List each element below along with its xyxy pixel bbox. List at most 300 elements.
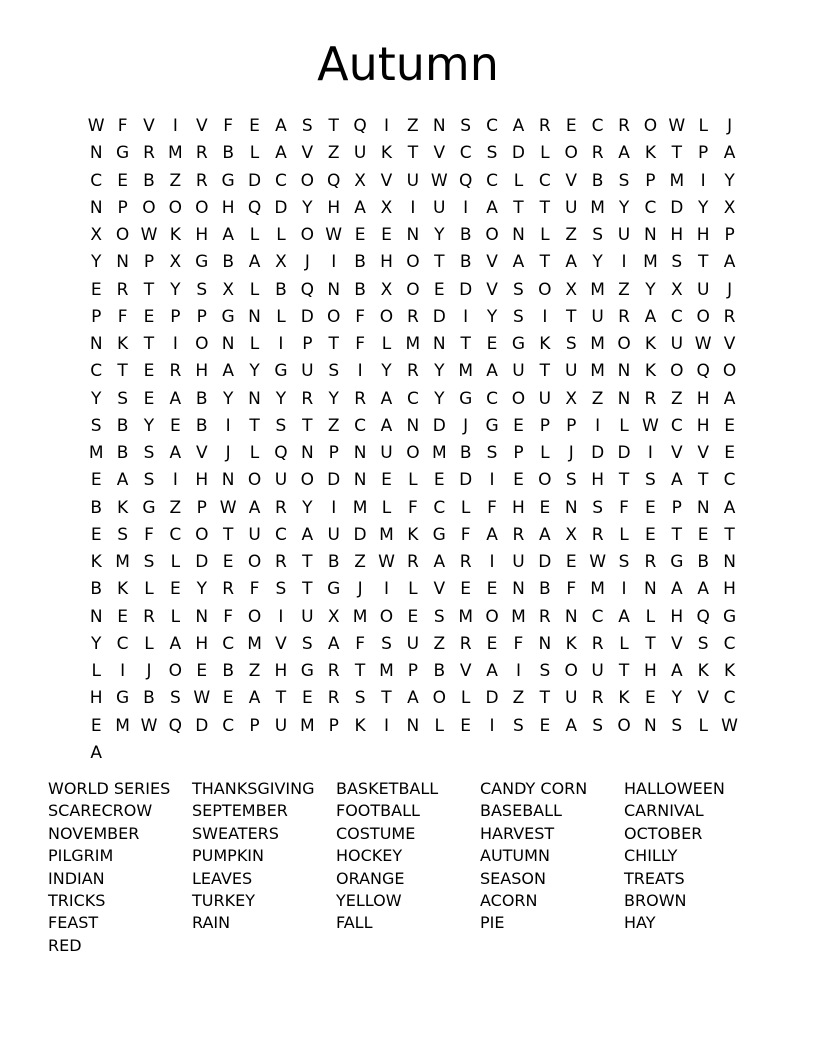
grid-letter: I: [357, 361, 363, 382]
grid-letter: R: [406, 361, 419, 382]
grid-letter: S: [513, 279, 524, 300]
grid-letter: L: [276, 306, 286, 327]
grid-letter: O: [617, 715, 631, 736]
grid-letter: D: [670, 197, 684, 218]
grid-letter: U: [512, 361, 525, 382]
grid-letter: N: [617, 388, 631, 409]
grid-letter: E: [565, 116, 577, 136]
grid-letter: K: [644, 361, 656, 382]
grid-letter: W: [140, 715, 158, 736]
grid-letter: A: [723, 388, 736, 409]
grid-letter: T: [566, 306, 577, 327]
grid-letter: O: [247, 470, 262, 491]
grid-letter: A: [697, 579, 709, 600]
grid-letter: S: [592, 715, 604, 736]
grid-letter: L: [381, 497, 392, 518]
word-list-item: TRICKS: [48, 890, 106, 910]
grid-letter: V: [486, 252, 498, 273]
grid-letter: V: [670, 443, 683, 463]
grid-letter: E: [645, 497, 656, 518]
grid-letter: R: [169, 361, 182, 382]
grid-letter: G: [432, 524, 446, 545]
word-list-item: WORLD SERIES: [48, 779, 171, 798]
grid-letter: K: [618, 688, 630, 709]
grid-letter: N: [564, 497, 578, 518]
grid-letter: E: [513, 470, 524, 491]
grid-letter: T: [460, 334, 471, 354]
grid-letter: E: [143, 361, 155, 382]
grid-letter: Y: [91, 633, 102, 654]
grid-letter: Y: [671, 688, 682, 709]
grid-letter: Q: [458, 170, 473, 191]
grid-letter: N: [723, 552, 736, 572]
grid-letter: N: [512, 579, 525, 600]
grid-letter: O: [247, 552, 262, 572]
grid-letter: Z: [327, 415, 340, 436]
grid-letter: Y: [645, 279, 656, 300]
grid-letter: E: [645, 524, 656, 545]
grid-letter: I: [463, 197, 469, 218]
grid-letter: X: [327, 606, 340, 627]
grid-letter: M: [669, 170, 685, 191]
grid-letter: I: [595, 415, 601, 436]
grid-letter: T: [513, 197, 524, 218]
grid-letter: L: [408, 579, 418, 600]
grid-letter: U: [565, 361, 578, 382]
grid-letter: R: [459, 552, 472, 572]
grid-letter: I: [172, 470, 178, 491]
grid-letter: L: [645, 606, 656, 627]
grid-letter: P: [196, 306, 207, 327]
word-list-item: FEAST: [48, 913, 99, 933]
grid-letter: E: [90, 715, 102, 736]
grid-letter: O: [406, 443, 420, 463]
grid-letter: T: [143, 334, 155, 354]
word-list-item: PUMPKIN: [192, 846, 264, 866]
grid-letter: L: [619, 633, 629, 654]
word-list-item: NOVEMBER: [48, 823, 140, 843]
grid-letter: A: [486, 524, 498, 545]
grid-letter: O: [643, 116, 658, 136]
word-list-item: PIE: [480, 913, 505, 933]
word-list-item: FALL: [336, 913, 373, 933]
grid-letter: C: [354, 415, 367, 436]
grid-letter: K: [90, 552, 102, 572]
grid-letter: L: [249, 443, 260, 463]
grid-letter: S: [671, 252, 683, 273]
grid-letter: O: [485, 606, 499, 627]
grid-letter: O: [564, 661, 578, 681]
grid-letter: V: [143, 116, 155, 136]
grid-letter: S: [275, 579, 287, 600]
grid-letter: E: [222, 552, 234, 572]
grid-letter: U: [353, 143, 367, 164]
grid-letter: L: [381, 334, 392, 354]
grid-letter: K: [380, 143, 393, 164]
grid-letter: M: [352, 497, 368, 518]
grid-letter: H: [670, 225, 684, 245]
grid-letter: G: [195, 252, 209, 273]
grid-letter: N: [353, 443, 367, 463]
grid-letter: E: [222, 688, 234, 709]
grid-letter: S: [697, 633, 709, 654]
grid-letter: U: [565, 197, 578, 218]
grid-letter: N: [89, 606, 103, 627]
grid-letter: T: [249, 415, 260, 436]
grid-letter: D: [459, 470, 473, 491]
word-list-item: COSTUME: [336, 823, 416, 843]
grid-letter: H: [644, 661, 657, 681]
grid-letter: C: [723, 688, 736, 709]
grid-letter: B: [222, 143, 234, 164]
grid-letter: F: [566, 579, 577, 600]
grid-letter: N: [89, 334, 103, 354]
grid-letter: R: [618, 306, 630, 327]
grid-letter: A: [618, 606, 630, 627]
grid-letter: I: [172, 334, 178, 354]
grid-letter: E: [169, 579, 181, 600]
grid-letter: K: [117, 579, 129, 600]
grid-letter: T: [645, 633, 656, 654]
grid-letter: T: [328, 334, 339, 354]
grid-letter: S: [196, 279, 208, 300]
grid-letter: Y: [592, 252, 603, 273]
grid-letter: A: [486, 197, 498, 218]
grid-letter: R: [538, 116, 551, 136]
grid-letter: R: [116, 279, 129, 300]
grid-letter: I: [383, 579, 389, 600]
grid-letter: H: [195, 633, 209, 654]
grid-letter: H: [696, 415, 710, 436]
grid-letter: B: [327, 552, 340, 572]
grid-letter: G: [221, 170, 235, 191]
word-list-item: CANDY CORN: [480, 779, 588, 798]
grid-letter: I: [383, 116, 389, 136]
grid-letter: T: [724, 524, 735, 545]
grid-letter: M: [379, 524, 394, 545]
grid-letter: A: [380, 415, 393, 436]
grid-letter: U: [380, 443, 393, 463]
grid-letter: A: [248, 497, 261, 518]
grid-letter: S: [671, 715, 683, 736]
grid-letter: Z: [433, 633, 446, 654]
grid-letter: L: [460, 497, 471, 518]
grid-letter: S: [486, 443, 498, 463]
grid-letter: L: [249, 225, 260, 245]
grid-letter: A: [486, 361, 498, 382]
grid-letter: I: [700, 170, 706, 191]
grid-letter: Y: [434, 225, 445, 245]
grid-letter: D: [485, 688, 499, 709]
grid-letter: F: [487, 497, 497, 518]
grid-letter: L: [408, 470, 418, 491]
grid-letter: R: [275, 552, 287, 572]
grid-letter: S: [618, 552, 630, 572]
grid-letter: O: [168, 197, 183, 218]
grid-letter: F: [407, 497, 418, 518]
word-list-item: CHILLY: [624, 846, 678, 866]
grid-letter: Z: [591, 388, 604, 409]
grid-letter: A: [222, 225, 234, 245]
grid-letter: Z: [169, 170, 182, 191]
grid-letter: S: [117, 388, 128, 409]
grid-letter: D: [247, 170, 262, 191]
grid-letter: T: [302, 552, 313, 572]
grid-letter: P: [671, 497, 682, 518]
grid-letter: N: [696, 497, 710, 518]
grid-letter: U: [538, 388, 552, 409]
grid-letter: W: [378, 552, 395, 572]
grid-letter: S: [90, 415, 102, 436]
grid-letter: G: [670, 552, 684, 572]
grid-letter: T: [618, 661, 630, 681]
grid-letter: T: [671, 524, 682, 545]
word-list-item: RED: [48, 935, 82, 955]
grid-letter: V: [275, 633, 287, 654]
grid-letter: C: [538, 170, 551, 191]
grid-letter: E: [486, 633, 498, 654]
grid-letter: U: [617, 225, 631, 245]
grid-letter: B: [354, 252, 366, 273]
grid-letter: L: [249, 143, 260, 164]
grid-letter: V: [670, 633, 683, 654]
grid-letter: U: [248, 524, 261, 545]
grid-letter: M: [115, 715, 130, 736]
grid-letter: N: [644, 225, 657, 245]
grid-letter: P: [302, 334, 313, 354]
grid-letter: V: [380, 170, 393, 191]
grid-letter: H: [274, 661, 288, 681]
word-list-item: HARVEST: [480, 823, 555, 843]
grid-letter: G: [142, 497, 156, 518]
grid-letter: K: [117, 334, 129, 354]
grid-letter: C: [406, 388, 419, 409]
grid-letter: C: [486, 116, 498, 136]
grid-letter: C: [433, 497, 446, 518]
grid-letter: A: [565, 252, 578, 273]
grid-letter: T: [539, 197, 551, 218]
grid-letter: E: [645, 688, 656, 709]
grid-letter: F: [249, 579, 260, 600]
grid-letter: Z: [618, 279, 630, 300]
grid-letter: H: [380, 252, 393, 273]
grid-letter: O: [696, 306, 710, 327]
grid-letter: G: [221, 306, 235, 327]
grid-letter: L: [249, 334, 260, 354]
word-list: [48, 778, 768, 957]
grid-letter: T: [222, 524, 234, 545]
grid-letter: O: [195, 334, 209, 354]
grid-letter: P: [539, 415, 550, 436]
grid-letter: W: [140, 225, 158, 245]
grid-letter: Q: [327, 170, 341, 191]
grid-letter: I: [278, 606, 284, 627]
grid-letter: A: [169, 388, 182, 409]
grid-letter: A: [670, 579, 683, 600]
grid-letter: S: [460, 116, 472, 136]
grid-letter: P: [117, 197, 128, 218]
grid-letter: X: [90, 225, 103, 245]
grid-letter: R: [406, 552, 419, 572]
grid-letter: K: [539, 334, 551, 354]
grid-letter: V: [459, 661, 472, 681]
grid-letter: N: [406, 225, 420, 245]
grid-letter: Z: [670, 388, 683, 409]
grid-letter: R: [354, 388, 366, 409]
grid-letter: F: [117, 306, 128, 327]
grid-letter: J: [463, 415, 469, 436]
grid-letter: S: [513, 306, 524, 327]
grid-letter: I: [515, 661, 521, 681]
grid-letter: O: [300, 170, 315, 191]
grid-letter: L: [513, 170, 524, 191]
grid-letter: N: [300, 443, 314, 463]
grid-letter: P: [196, 497, 207, 518]
grid-letter: M: [431, 443, 447, 463]
grid-letter: R: [618, 116, 630, 136]
grid-letter: E: [724, 443, 735, 463]
grid-letter: S: [565, 334, 577, 354]
grid-letter: C: [222, 633, 235, 654]
grid-letter: P: [170, 306, 181, 327]
grid-letter: N: [221, 334, 235, 354]
grid-letter: O: [722, 361, 737, 382]
grid-letter: M: [590, 361, 605, 382]
grid-letter: T: [671, 143, 682, 164]
grid-letter: I: [331, 497, 337, 518]
grid-letter: M: [590, 197, 605, 218]
grid-letter: C: [591, 606, 604, 627]
grid-letter: O: [432, 688, 446, 709]
grid-letter: W: [694, 334, 712, 354]
grid-letter: A: [723, 143, 736, 164]
grid-letter: D: [300, 306, 314, 327]
grid-letter: O: [617, 334, 631, 354]
grid-letter: C: [670, 415, 683, 436]
grid-letter: U: [406, 633, 420, 654]
grid-letter: A: [275, 116, 287, 136]
grid-letter: C: [222, 715, 235, 736]
grid-letter: N: [644, 715, 657, 736]
grid-letter: Y: [275, 388, 287, 409]
grid-letter: U: [327, 524, 340, 545]
grid-letter: Y: [302, 197, 313, 218]
grid-letter: N: [248, 388, 261, 409]
grid-letter: E: [724, 415, 735, 436]
grid-letter: H: [670, 606, 684, 627]
grid-letter: P: [566, 415, 577, 436]
grid-letter: Z: [248, 661, 261, 681]
grid-letter: X: [723, 197, 736, 218]
grid-letter: I: [383, 715, 389, 736]
grid-letter: B: [195, 388, 208, 409]
page-title: Autumn: [317, 37, 499, 91]
grid-letter: R: [459, 633, 472, 654]
grid-letter: A: [723, 252, 736, 273]
grid-letter: V: [301, 143, 314, 164]
grid-letter: J: [727, 279, 733, 300]
grid-letter: E: [565, 552, 577, 572]
grid-letter: B: [275, 279, 287, 300]
grid-letter: Q: [274, 443, 288, 463]
grid-letter: U: [565, 688, 578, 709]
grid-letter: O: [406, 252, 420, 273]
grid-letter: Q: [696, 606, 710, 627]
grid-letter: V: [195, 116, 208, 136]
grid-letter: C: [486, 170, 498, 191]
grid-letter: P: [249, 715, 260, 736]
grid-letter: J: [357, 579, 363, 600]
grid-letter: I: [489, 470, 495, 491]
grid-letter: B: [459, 225, 472, 245]
grid-letter: B: [90, 579, 103, 600]
grid-letter: I: [331, 252, 337, 273]
grid-letter: C: [723, 470, 736, 491]
grid-letter: D: [617, 443, 631, 463]
grid-letter: Z: [407, 116, 419, 136]
grid-letter: N: [512, 225, 525, 245]
grid-letter: O: [168, 661, 183, 681]
grid-letter: E: [460, 715, 472, 736]
grid-letter: Y: [697, 197, 709, 218]
grid-letter: A: [433, 552, 446, 572]
grid-letter: E: [460, 579, 472, 600]
grid-letter: H: [89, 688, 103, 709]
grid-letter: C: [723, 633, 736, 654]
grid-letter: B: [116, 415, 129, 436]
grid-letter: D: [327, 470, 341, 491]
grid-letter: O: [379, 606, 394, 627]
word-list-item: CARNIVAL: [624, 801, 704, 821]
grid-letter: L: [434, 715, 445, 736]
grid-letter: R: [538, 606, 551, 627]
grid-letter: A: [169, 633, 182, 654]
grid-letter: I: [621, 252, 627, 273]
grid-letter: D: [195, 552, 209, 572]
grid-letter: T: [328, 116, 339, 136]
grid-letter: L: [619, 415, 629, 436]
grid-letter: A: [380, 388, 393, 409]
grid-letter: I: [120, 661, 126, 681]
grid-letter: P: [724, 225, 735, 245]
grid-letter: N: [564, 606, 578, 627]
grid-letter: M: [405, 334, 421, 354]
grid-letter: X: [565, 524, 578, 545]
grid-letter: U: [301, 606, 314, 627]
grid-letter: L: [540, 443, 550, 463]
grid-letter: B: [697, 552, 710, 572]
grid-letter: R: [143, 143, 155, 164]
grid-letter: G: [485, 415, 499, 436]
grid-letter: Y: [434, 361, 445, 382]
grid-letter: X: [222, 279, 234, 300]
grid-letter: D: [459, 279, 473, 300]
grid-letter: N: [116, 252, 129, 273]
grid-letter: N: [538, 633, 552, 654]
grid-letter: M: [115, 552, 130, 572]
grid-letter: R: [301, 388, 314, 409]
grid-letter: E: [407, 606, 419, 627]
grid-letter: F: [619, 497, 629, 518]
grid-letter: V: [433, 579, 446, 600]
grid-letter: Z: [354, 552, 366, 572]
grid-letter: S: [381, 633, 392, 654]
grid-letter: G: [511, 334, 526, 354]
grid-letter: K: [354, 715, 366, 736]
grid-letter: A: [169, 443, 182, 463]
grid-letter: H: [195, 470, 209, 491]
grid-letter: B: [143, 170, 155, 191]
